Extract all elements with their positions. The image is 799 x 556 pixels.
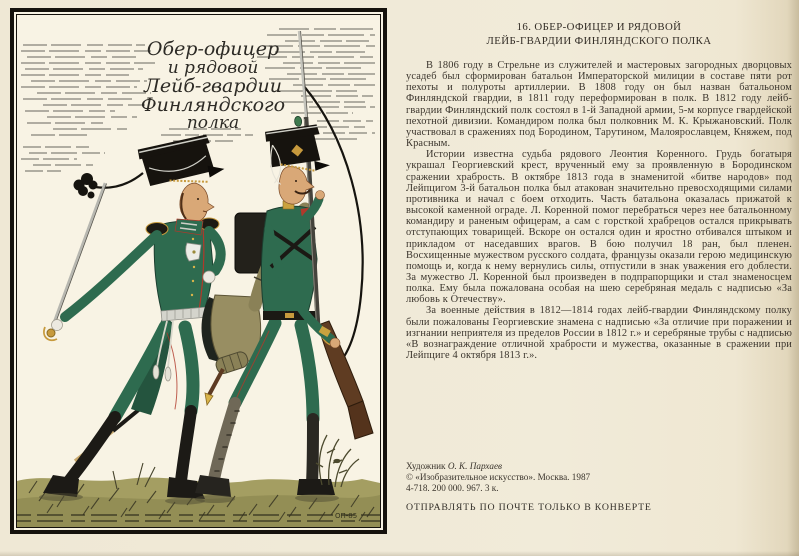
- officer-figure: [39, 132, 226, 504]
- officer-legs: [39, 327, 205, 505]
- belt-buckle: [285, 313, 294, 318]
- print-code: 4-718. 200 000. 967. 3 к.: [406, 482, 499, 493]
- officer-right-glove: [52, 320, 63, 331]
- paragraph: Истории известна судьба рядового Леонтия Коренного. Грудь богатыря украшал Георгиевский крест, врученный ему за проявленную в Бородинском сражении храбрость. В октябре 1813 года в знаменитой «битве народов» под Лейпцигом 3-й батальон полка был атакован значительно превосходящими силами противника и начал с боем отходить. Часть батальона оказалась прижатой к высокой каменной ограде. Л. Коренной помог перебраться через нее батальонному командиру и раненым офицерам, а сам с горсткой храбрецов остался прикрывать отступающих товарищей. Вскоре он остался один и яростно отбивался штыком и прикладом от наседавших врагов. В бою получил 18 ран, был пленен. Восхищенные мужеством русского солдата, французы оказали герою медицинскую помощь и, когда к нему вернулись силы, отпустили в знак уважения его доблести. За мужество Л. Коренной был произведен в подпрапорщики и стал знаменосцем полка. Ему была пожалована особая на шею серебряная медаль с надписью «За любовь к Отечеству».: [406, 149, 792, 306]
- officer-left-glove: [203, 271, 215, 283]
- title-line-2: ЛЕЙБ-ГВАРДИИ ФИНЛЯНДСКОГО ПОЛКА: [486, 34, 712, 47]
- caption-line: Лейб-гвардии: [143, 75, 283, 97]
- caption-line: и рядовой: [167, 58, 259, 78]
- title-line-1: 16. ОБЕР-ОФИЦЕР И РЯДОВОЙ: [516, 21, 682, 33]
- gorget-eagle: [192, 250, 195, 253]
- artist-name: О. К. Пархаев: [447, 461, 503, 471]
- illustration-frame: [10, 8, 387, 534]
- postal-notice: ОТПРАВЛЯТЬ ПО ПОЧТЕ ТОЛЬКО В КОНВЕРТЕ: [406, 502, 652, 513]
- private-coat: [261, 206, 317, 319]
- copyright-line: © «Изобразительное искусство». Москва. 1987: [406, 472, 591, 482]
- artist-label: Художник: [406, 461, 446, 471]
- shako-pompon: [294, 116, 302, 127]
- paragraph: За военные действия в 1812—1814 годах лейб-гвардии Финляндскому полку были пожалованы Георгиевские знамена с надписью «За отличие при поражении и изгнании неприятеля из пределов России в 1812 г.» и серебряные трубы с надписью «В вознаграждение отличной храбрости и мужества, оказанные в сражении при Лейпциге 4 октября 1813 г.».: [406, 305, 792, 362]
- imprint: [406, 461, 792, 513]
- paragraph: В 1806 году в Стрельне из служителей и мастеровых загородных дворцовых усадеб был сформирован батальон Императорской милиции в составе пяти рот пехоты и полуроты артиллерии. В 1808 году он был назван батальоном Финляндской гвардии, в 1811 году переформирован в полк. В 1812 году лейб-гвардии Финляндский полк состоял в 1-й Западной армии, 5-м корпусе гвардейской пехотной дивизии. Командиром полка был полковник М. К. Крыжановский. Полк участвовал в сражениях под Бородином, Тарутином, Малоярославцем, Княжем, под Красным.: [406, 60, 792, 150]
- artist-monogram: ОП-85: [335, 512, 358, 520]
- caption-line: Финляндского: [140, 94, 286, 116]
- officer-plume: [74, 173, 144, 199]
- caption-line: Обер-офицер: [146, 38, 280, 60]
- illustration-caption: [141, 38, 285, 133]
- private-right-hand: [316, 191, 325, 200]
- article-body: [406, 60, 792, 458]
- illustration-panel: [16, 14, 381, 528]
- page-title: [406, 21, 792, 48]
- tent-stake: [209, 369, 223, 395]
- officer-right-arm: [65, 235, 157, 317]
- officer-head: [180, 183, 214, 222]
- caption-line: полка: [186, 113, 240, 133]
- officer-shako: [137, 132, 226, 193]
- officer-coat: [154, 221, 213, 317]
- officer-sword: [44, 183, 107, 340]
- soldiers-illustration: [17, 15, 380, 527]
- private-left-hand: [330, 338, 340, 348]
- artist-credit: [406, 461, 792, 472]
